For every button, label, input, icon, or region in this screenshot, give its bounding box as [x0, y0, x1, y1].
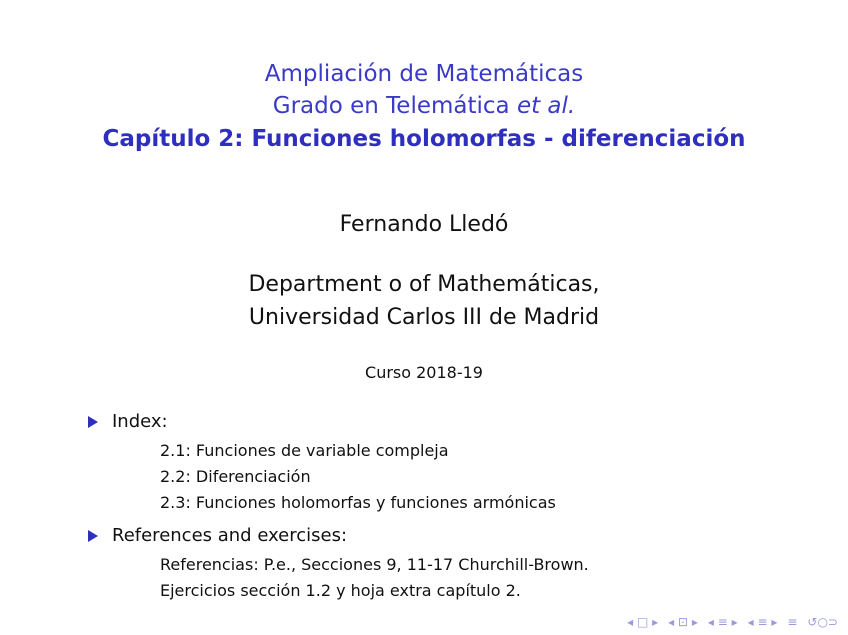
beamer-navigation — [627, 615, 838, 629]
frame-nav-icon[interactable]: ◂ □ ▸ — [627, 615, 659, 629]
bullet-item-index — [88, 408, 828, 436]
course-title: Ampliación de Matemáticas — [264, 61, 584, 87]
appendix-icon[interactable]: ≡ — [787, 615, 798, 629]
degree-name: Grado en Telemática — [272, 93, 510, 119]
institute — [0, 268, 848, 334]
index-item: 2.2: Diferenciación — [160, 467, 311, 486]
chapter-title: Capítulo 2: Funciones holomorfas - diferenciación — [102, 126, 746, 152]
bullet-triangle-icon — [88, 416, 98, 428]
bullet-label: Index: — [112, 411, 168, 432]
title-block — [0, 58, 848, 156]
institute-university: Universidad Carlos III de Madrid — [248, 305, 600, 330]
bullet-item-references — [88, 522, 828, 550]
search-back-forward-icon[interactable]: ↺○⊃ — [807, 615, 838, 629]
degree-line — [0, 90, 848, 122]
author: Fernando Lledó — [339, 212, 509, 237]
course-date: Curso 2018-19 — [365, 363, 483, 382]
bullet-list — [88, 408, 828, 610]
bullet-triangle-icon — [88, 530, 98, 542]
degree-et-al: et al. — [516, 93, 576, 119]
institute-department: Department o of Mathemáticas, — [248, 272, 600, 297]
section-nav-icon[interactable]: ◂ ≡ ▸ — [707, 615, 738, 629]
index-sublist — [160, 438, 828, 516]
document-nav-icon[interactable]: ◂ ≡ ▸ — [747, 615, 778, 629]
index-item: 2.3: Funciones holomorfas y funciones armónicas — [160, 493, 556, 512]
reference-item: Referencias: P.e., Secciones 9, 11-17 Churchill-Brown. — [160, 555, 589, 574]
references-sublist — [160, 552, 828, 604]
subsection-nav-icon[interactable]: ◂ ⊡ ▸ — [668, 615, 698, 629]
reference-item: Ejercicios sección 1.2 y hoja extra capítulo 2. — [160, 581, 521, 600]
index-item: 2.1: Funciones de variable compleja — [160, 441, 449, 460]
bullet-label: References and exercises: — [112, 525, 348, 546]
